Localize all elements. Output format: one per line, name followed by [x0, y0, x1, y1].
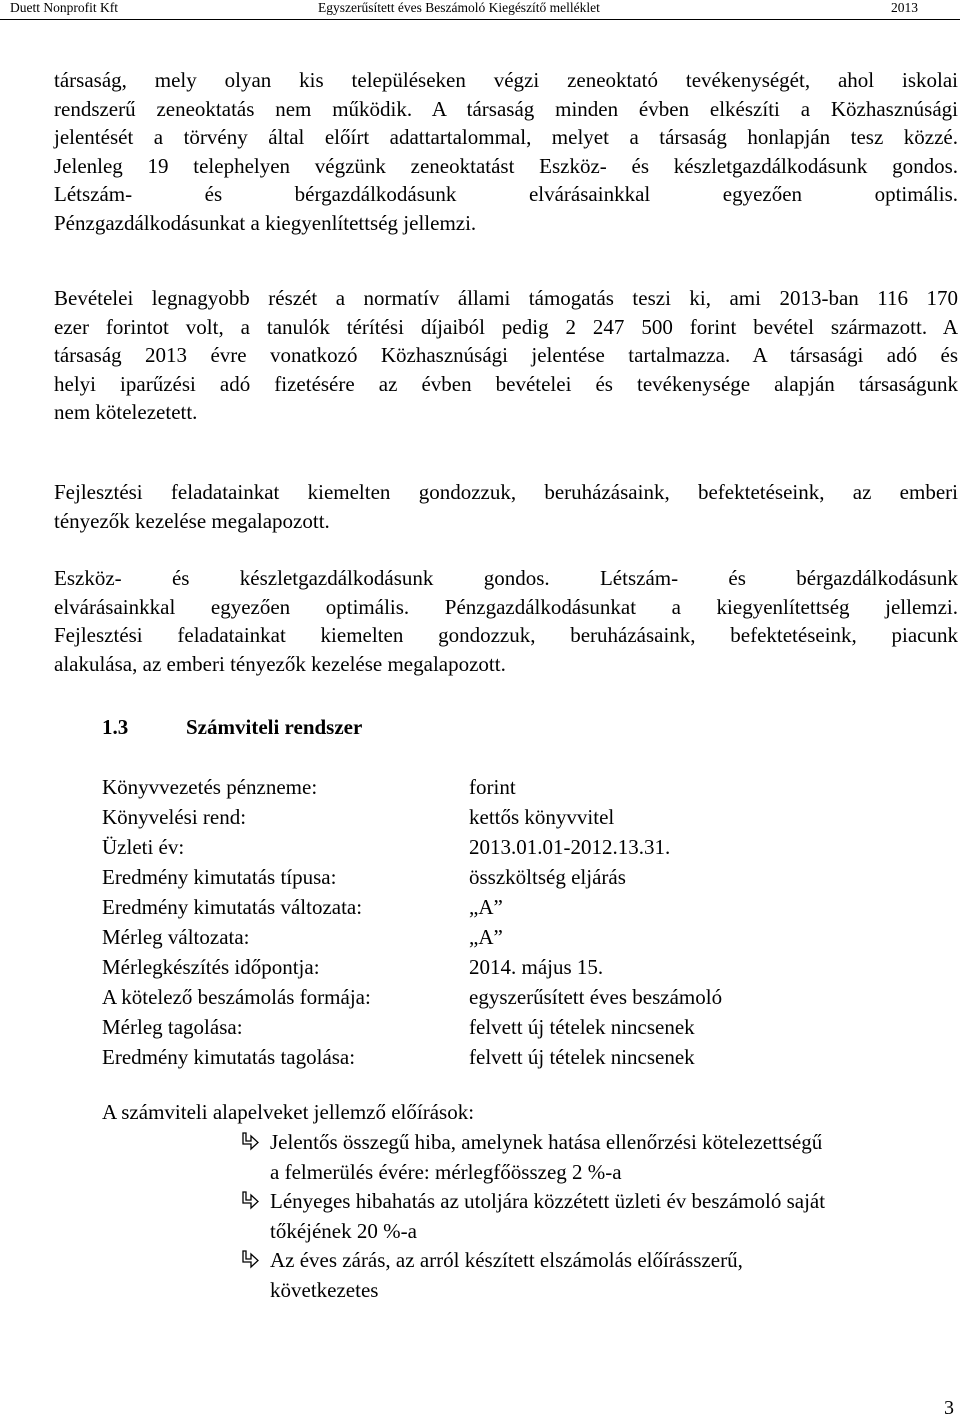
- principle-line: Az éves zárás, az arról készített elszámolás előírásszerű,: [270, 1248, 743, 1272]
- principle-line: következetes: [270, 1277, 379, 1302]
- setting-row: [102, 922, 922, 952]
- setting-value: összköltség eljárás: [469, 865, 626, 889]
- setting-label: Eredmény kimutatás típusa:: [102, 865, 337, 889]
- setting-value: felvett új tételek nincsenek: [469, 1045, 695, 1069]
- setting-value: 2014. május 15.: [469, 955, 604, 979]
- text-line: Létszám- és bérgazdálkodásunk elvárásainkkal egyezően optimális.: [54, 182, 958, 207]
- principle-item: [102, 1246, 960, 1305]
- principle-line: Jelentős összegű hiba, amelynek hatása ellenőrzési kötelezettségű: [270, 1130, 823, 1154]
- setting-label: Eredmény kimutatás változata:: [102, 895, 363, 919]
- section-number: 1.3: [102, 715, 129, 739]
- section-title: Számviteli rendszer: [186, 715, 363, 739]
- text-line: Fejlesztési feladatainkat kiemelten gondozzuk, beruházásaink, befektetéseink, az emberi: [54, 480, 958, 504]
- hollow-arrow-bullet-icon: [240, 1249, 260, 1271]
- setting-label: Mérlegkészítés időpontja:: [102, 955, 320, 979]
- text-line: Pénzgazdálkodásunkat a kiegyenlítettség jellemzi.: [54, 210, 477, 235]
- setting-value: egyszerűsített éves beszámoló: [469, 985, 723, 1009]
- text-line: rendszerű zeneoktatás nem működik. A társaság minden évben elkészíti a Közhasznúsági: [54, 96, 958, 121]
- principles-title: A számviteli alapelveket jellemző előírások:: [102, 1100, 475, 1124]
- accounting-settings-list: [102, 772, 922, 1072]
- page-header: [0, 0, 960, 22]
- header-rule: [0, 19, 960, 20]
- text-line: nem kötelezetett.: [54, 400, 198, 425]
- setting-row: [102, 832, 922, 862]
- accounting-principles: [102, 1098, 960, 1313]
- section-heading: [102, 712, 602, 744]
- setting-row: [102, 952, 922, 982]
- header-year: 2013: [891, 0, 918, 15]
- principle-line: tőkéjének 20 %-a: [270, 1218, 417, 1243]
- hollow-arrow-bullet-icon: [240, 1190, 260, 1212]
- text-line: Eszköz- és készletgazdálkodásunk gondos. Létszám- és bérgazdálkodásunk: [54, 566, 958, 590]
- setting-value: kettős könyvvitel: [469, 805, 615, 829]
- page-number: 3: [944, 1397, 954, 1419]
- setting-row: [102, 892, 922, 922]
- text-line: társaság 2013 évre vonatkozó Közhasznúsági jelentése tartalmazza. A társasági adó és: [54, 343, 958, 368]
- setting-label: Üzleti év:: [102, 835, 185, 859]
- text-line: társaság, mely olyan kis településeken végzi zeneoktató tevékenységét, ahol iskolai: [54, 68, 958, 92]
- header-document-title: Egyszerűsített éves Beszámoló Kiegészítő melléklet: [318, 0, 600, 15]
- setting-row: [102, 862, 922, 892]
- header-company: Duett Nonprofit Kft: [10, 0, 118, 15]
- setting-row: [102, 982, 922, 1012]
- principle-item: [102, 1128, 960, 1187]
- paragraph-revenue: [54, 284, 958, 429]
- setting-label: Mérleg tagolása:: [102, 1015, 243, 1039]
- text-line: helyi iparűzési adó fizetésére az évben bevételei és tevékenysége alapján társaságunk: [54, 371, 958, 396]
- setting-label: Eredmény kimutatás tagolása:: [102, 1045, 356, 1069]
- setting-value: „A”: [469, 925, 503, 949]
- setting-row: [102, 1042, 922, 1072]
- text-line: Fejlesztési feladatainkat kiemelten gondozzuk, beruházásaink, befektetéseink, piacunk: [54, 623, 958, 648]
- principle-line: Lényeges hibahatás az utoljára közzétett üzleti év beszámoló saját: [270, 1189, 826, 1213]
- text-line: Jelenleg 19 telephelyen végzünk zeneoktatást Eszköz- és készletgazdálkodásunk gondos.: [54, 153, 958, 178]
- setting-label: Könyvvezetés pénzneme:: [102, 775, 318, 799]
- text-line: tényezők kezelése megalapozott.: [54, 508, 330, 533]
- setting-row: [102, 772, 922, 802]
- setting-value: „A”: [469, 895, 503, 919]
- setting-row: [102, 802, 922, 832]
- setting-row: [102, 1012, 922, 1042]
- setting-value: 2013.01.01-2012.13.31.: [469, 835, 671, 859]
- hollow-arrow-bullet-icon: [240, 1131, 260, 1153]
- text-line: ezer forintot volt, a tanulók térítési díjaiból pedig 2 247 500 forint bevétel származott. A: [54, 314, 958, 339]
- principle-line: a felmerülés évére: mérlegfőösszeg 2 %-a: [270, 1159, 622, 1184]
- setting-value: felvett új tételek nincsenek: [469, 1015, 695, 1039]
- paragraph-company-activity: [54, 66, 958, 238]
- text-line: elvárásainkkal egyezően optimális. Pénzgazdálkodásunkat a kiegyenlítettség jellemzi.: [54, 594, 958, 619]
- setting-label: A kötelező beszámolás formája:: [102, 985, 371, 1009]
- setting-label: Mérleg változata:: [102, 925, 250, 949]
- setting-value: forint: [469, 775, 516, 799]
- text-line: alakulása, az emberi tényezők kezelése megalapozott.: [54, 651, 506, 676]
- principle-item: [102, 1187, 960, 1246]
- setting-label: Könyvelési rend:: [102, 805, 247, 829]
- paragraph-development: [54, 478, 958, 536]
- text-line: Bevételei legnagyobb részét a normatív állami támogatás teszi ki, ami 2013-ban 116 170: [54, 286, 958, 310]
- paragraph-management: [54, 564, 958, 680]
- text-line: jelentését a törvény által előírt adattartalommal, melyet a társaság honlapján tesz közzé.: [54, 125, 958, 150]
